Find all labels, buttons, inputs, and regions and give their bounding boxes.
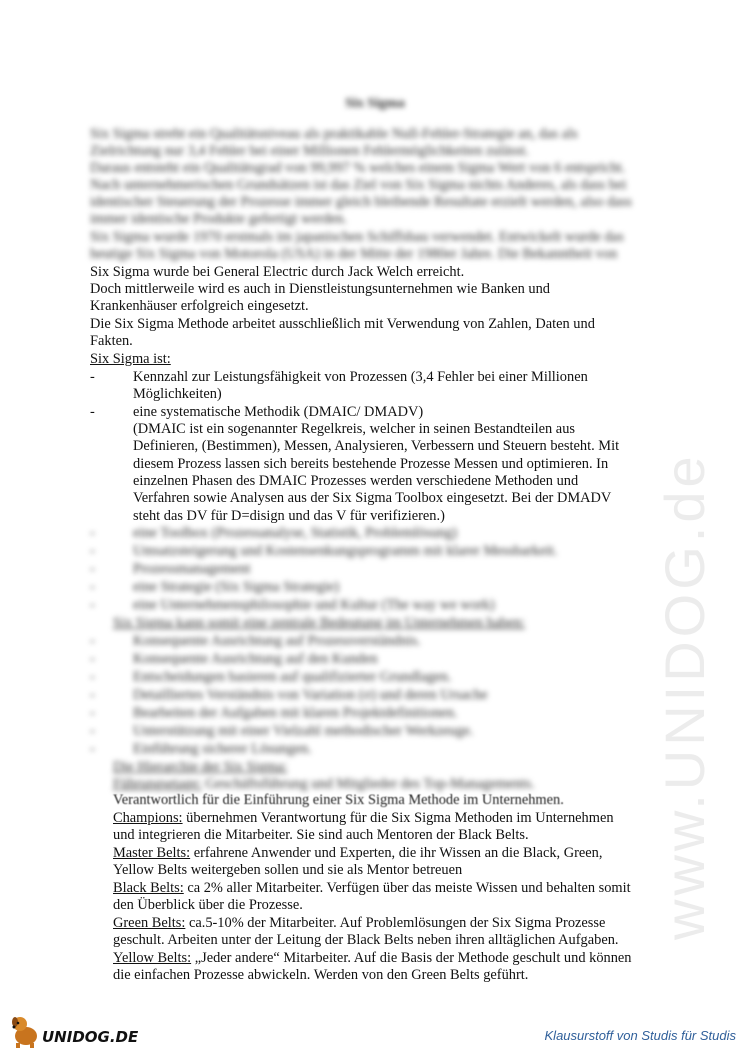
- dog-icon: [6, 1010, 46, 1050]
- list-dash: -: [90, 525, 95, 541]
- list-dash: -: [90, 687, 95, 703]
- page-title: Six Sigma: [345, 96, 405, 111]
- blurred-list-item: eine Toolbox (Prozessanalyse, Statistik, Problemlösung): [133, 525, 458, 541]
- blurred-list-item: Konsequente Ausrichtung auf Prozessverständnis.: [133, 633, 421, 649]
- role-text-line: den Überblick über die Prozesse.: [113, 897, 303, 913]
- list-item-line: Verfahren sowie Analysen aus der Six Sigma Toolbox eingesetzt. Bei der DMADV: [133, 490, 612, 506]
- blurred-intro-line: Six Sigma strebt ein Qualitätsniveau als praktikable Null-Fehler-Strategie an, das als: [90, 126, 578, 142]
- blurred-intro-line: Nach unternehmerischen Grundsätzen ist das Ziel von Six Sigma nichts Anderes, als dass bei: [90, 177, 627, 193]
- blurred-list-item: eine Strategie (Six Sigma Strategie): [133, 579, 340, 595]
- blurred-list-item: Prozessmanagement: [133, 561, 251, 577]
- list-item-line: einzelnen Phasen des DMAIC Prozesses werden verschiedene Methoden und: [133, 473, 579, 489]
- list-dash: -: [90, 597, 95, 613]
- blurred-list-item: eine Unternehmensphilosophie und Kultur (The way we work): [133, 597, 495, 613]
- paragraph-line: Doch mittlerweile wird es auch in Dienstleistungsunternehmen wie Banken und: [90, 281, 550, 297]
- role-text: erfahrene Anwender und Experten, die ihr Wissen an die Black, Green,: [190, 845, 603, 861]
- blurred-intro-line: heutige Six Sigma von Motorola (USA) in der Mitte der 1980er Jahre. Die Bekanntheit von: [90, 246, 618, 262]
- role-text: „Jeder andere“ Mitarbeiter. Auf die Basis der Methode geschult und können: [191, 950, 632, 966]
- blurred-list-item: Bearbeiten der Aufgaben mit klaren Projektdefinitionen.: [133, 705, 458, 721]
- list-item-line: Definieren, (Bestimmen), Messen, Analysieren, Verbessern und Steuern besteht. Mit: [133, 438, 620, 454]
- leaders-text: Geschäftsführung und Mitglieder des Top-Managements.: [201, 776, 535, 792]
- list-item-line: steht das DV für D=disign und das V für verifizieren.): [133, 508, 445, 524]
- role-label: Master Belts:: [113, 845, 191, 861]
- blurred-list-item: Unterstützung mit einer Vielzahl methodischer Werkzeuge.: [133, 723, 474, 739]
- list-item-line: diesem Prozess lassen sich bereits bestehende Prozesse Messen und optimieren. In: [133, 456, 609, 472]
- watermark: www.UNIDOG.de: [653, 452, 716, 940]
- role-text-line: Yellow Belts weitergeben sollen und sie als Mentor betreuen: [113, 862, 463, 878]
- list-dash: -: [90, 705, 95, 721]
- list-dash: -: [90, 369, 95, 385]
- blurred-heading: Six Sigma kann somit eine zentrale Bedeutung im Unternehmen haben:: [113, 615, 526, 631]
- blurred-list-item: Konsequente Ausrichtung auf den Kunden: [133, 651, 378, 667]
- list-dash: -: [90, 561, 95, 577]
- role-label: Black Belts:: [113, 880, 184, 896]
- blurred-leaders-line: [113, 776, 535, 793]
- paragraph-line: Die Six Sigma Methode arbeitet ausschließlich mit Verwendung von Zahlen, Daten und: [90, 316, 595, 332]
- list-item-line: (DMAIC ist ein sogenannter Regelkreis, welcher in seinen Bestandteilen aus: [133, 421, 575, 437]
- blurred-intro-line: Zielrichtung nur 3,4 Fehler bei einer Millionen Fehlermöglichkeiten zulässt.: [90, 143, 529, 159]
- blurred-list-item: Entscheidungen basieren auf qualifizierter Grundlagen.: [133, 669, 452, 685]
- paragraph-line: Fakten.: [90, 333, 133, 349]
- blurred-list-item: Umsatzsteigerung und Kostensenkungsprogramm mit klarer Messbarkeit.: [133, 543, 558, 559]
- role-text-line: und integrieren die Mitarbeiter. Sie sind auch Mentoren der Black Belts.: [113, 827, 529, 843]
- role-black-belts: [113, 880, 631, 897]
- role-text: übernehmen Verantwortung für die Six Sigma Methoden im Unternehmen: [182, 810, 614, 826]
- list-item-line: eine systematische Methodik (DMAIC/ DMADV): [133, 404, 424, 420]
- role-label: Green Belts:: [113, 915, 186, 931]
- paragraph-line: Krankenhäuser erfolgreich eingesetzt.: [90, 298, 309, 314]
- list-dash: -: [90, 404, 95, 420]
- list-dash: -: [90, 543, 95, 559]
- blurred-intro-line: immer identische Produkte gefertigt werden.: [90, 211, 347, 227]
- blurred-intro-line: Six Sigma wurde 1970 erstmals im japanischen Schiffsbau verwendet. Entwickelt wurde das: [90, 229, 624, 245]
- list-dash: -: [90, 651, 95, 667]
- blurred-heading: Die Hierarchie der Six Sigma:: [113, 759, 288, 775]
- unidog-logo[interactable]: [6, 1010, 166, 1050]
- footer-tagline: Klausurstoff von Studis für Studis: [544, 1028, 736, 1043]
- list-dash: -: [90, 669, 95, 685]
- role-text: ca 2% aller Mitarbeiter. Verfügen über das meiste Wissen und behalten somit: [183, 880, 631, 896]
- role-text-line: geschult. Arbeiten unter der Leitung der Black Belts neben ihren alltäglichen Aufgaben.: [113, 932, 619, 948]
- paragraph-line: Six Sigma wurde bei General Electric durch Jack Welch erreicht.: [90, 264, 465, 280]
- list-dash: -: [90, 723, 95, 739]
- leaders-label: Führungsetage:: [113, 776, 202, 792]
- blurred-list-item: Einführung sicherer Lösungen.: [133, 741, 312, 757]
- blurred-intro-line: Daraus entsteht ein Qualitätsgrad von 99,997 % welches einem Sigma Wert von 6 entspricht.: [90, 160, 626, 176]
- role-champions: [113, 810, 614, 827]
- role-green-belts: [113, 915, 605, 932]
- role-master-belts: [113, 845, 602, 862]
- blurred-list-item: Detailliertes Verständnis von Variation (σ) und deren Ursache: [133, 687, 488, 703]
- role-label: Champions:: [113, 810, 183, 826]
- leaders-line-2: Verantwortlich für die Einführung einer Six Sigma Methode im Unternehmen.: [113, 792, 564, 808]
- role-text-line: die einfachen Prozesse abwickeln. Werden von den Green Belts geführt.: [113, 967, 529, 983]
- list-dash: -: [90, 741, 95, 757]
- list-item-line: Kennzahl zur Leistungsfähigkeit von Prozessen (3,4 Fehler bei einer Millionen: [133, 369, 588, 385]
- list-dash: -: [90, 633, 95, 649]
- role-yellow-belts: [113, 950, 631, 967]
- logo-text: UNIDOG.DE: [42, 1028, 139, 1046]
- list-item-line: Möglichkeiten): [133, 386, 222, 402]
- list-dash: -: [90, 579, 95, 595]
- role-label: Yellow Belts:: [113, 950, 192, 966]
- role-text: ca.5-10% der Mitarbeiter. Auf Problemlösungen der Six Sigma Prozesse: [185, 915, 606, 931]
- blurred-intro-line: identischer Steuerung der Prozesse immer gleich bleibende Resultate erzielt werden, also dass: [90, 194, 632, 210]
- list-heading: Six Sigma ist:: [90, 351, 171, 367]
